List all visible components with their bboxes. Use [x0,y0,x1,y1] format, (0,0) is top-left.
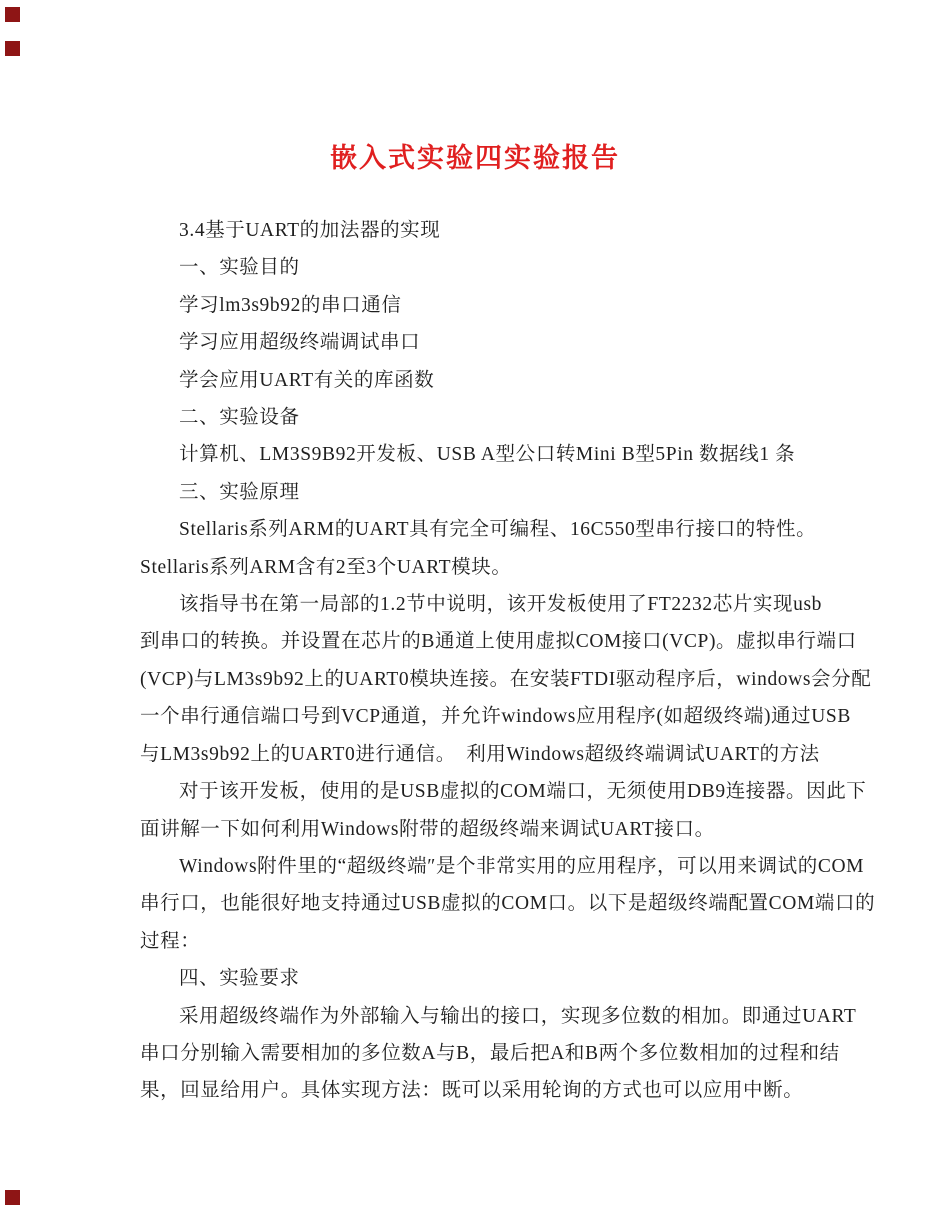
page-title: 嵌入式实验四实验报告 [330,143,620,173]
text-line: 3.4基于UART的加法器的实现 [179,220,441,241]
text-line: 学会应用UART有关的库函数 [179,369,435,391]
text-line: 到串口的转换。并设置在芯片的B通道上使用虚拟COM接口(VCP)。虚拟串行端口 [140,631,857,653]
text-line: 过程： [140,930,201,952]
text-line: 学习应用超级终端调试串口 [179,332,421,354]
text-line: 与LM3s9b92上的UART0进行通信。 利用Windows超级终端调试UART的方法 [140,743,820,765]
text-line: 果，回显给用户。具体实现方法：既可以采用轮询的方式也可以应用中断。 [140,1080,804,1102]
corner-mark-top-2 [5,41,20,56]
text-line: 对于该开发板，使用的是USB虚拟的COM端口，无须使用DB9连接器。因此下 [179,781,867,803]
text-line: (VCP)与LM3s9b92上的UART0模块连接。在安装FTDI驱动程序后，windows会分配 [140,668,872,690]
text-line: 二、实验设备 [179,407,300,429]
text-line: 一、实验目的 [179,257,300,279]
text-line: 三、实验原理 [179,481,300,503]
text-line: 计算机、LM3S9B92开发板、USB A型公口转Mini B型5Pin 数据线1 条 [179,444,796,466]
text-line: 面讲解一下如何利用Windows附带的超级终端来调试UART接口。 [140,818,715,840]
corner-mark-bottom [5,1190,20,1205]
text-line: 四、实验要求 [179,968,300,990]
text-line: 采用超级终端作为外部输入与输出的接口，实现多位数的相加。即通过UART [179,1005,857,1027]
corner-mark-top-1 [5,7,20,22]
text-line: 学习lm3s9b92的串口通信 [179,294,402,316]
text-line: 一个串行通信端口号到VCP通道，并允许windows应用程序(如超级终端)通过USB [140,706,851,728]
text-line: Stellaris系列ARM的UART具有完全可编程、16C550型串行接口的特性。 [179,519,817,541]
text-line: 该指导书在第一局部的1.2节中说明，该开发板使用了FT2232芯片实现usb [179,594,823,616]
text-line: Windows附件里的“超级终端″是个非常实用的应用程序，可以用来调试的COM [179,855,865,877]
body-text [140,212,876,1110]
text-line: 串口分别输入需要相加的多位数A与B，最后把A和B两个多位数相加的过程和结 [140,1042,840,1064]
text-line: Stellaris系列ARM含有2至3个UART模块。 [140,556,512,578]
text-line: 串行口，也能很好地支持通过USB虚拟的COM口。以下是超级终端配置COM端口的 [140,893,876,915]
